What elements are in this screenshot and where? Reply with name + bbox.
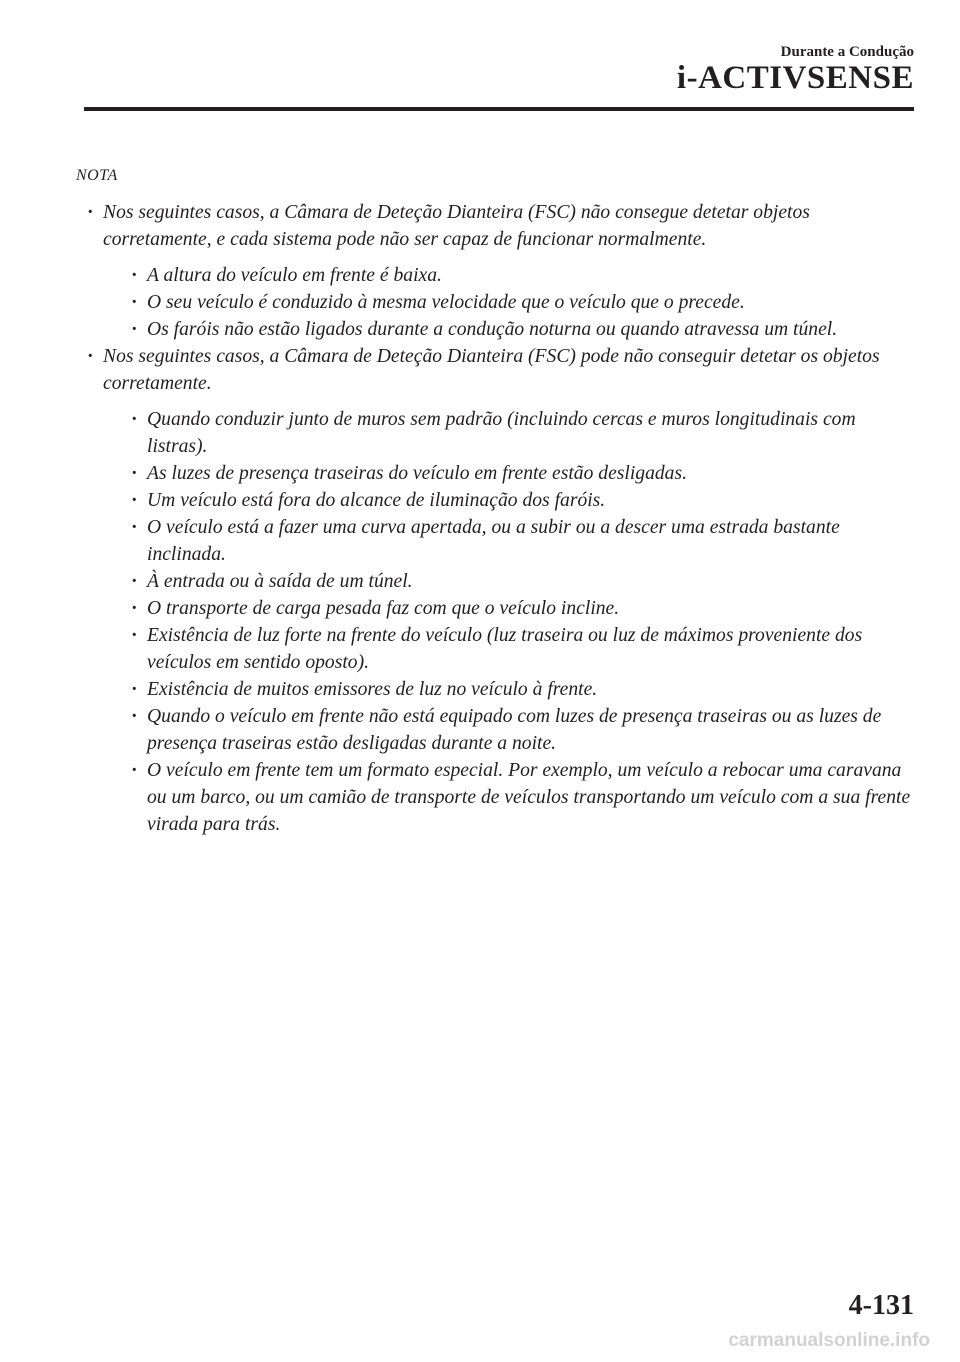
note-list [76,199,918,838]
note-item-text: Nos seguintes casos, a Câmara de Deteção Dianteira (FSC) pode não conseguir detetar os objetos corretamente. [103,346,880,394]
note-subitem: · À entrada ou à saída de um túnel. [103,568,918,595]
note-sublist [103,406,918,838]
note-sublist [103,262,918,343]
note-subitem: · Um veículo está fora do alcance de iluminação dos faróis. [103,487,918,514]
note-subitem: · Existência de luz forte na frente do veículo (luz traseira ou luz de máximos proveniente dos veículos em sentido oposto). [103,622,918,676]
page-number: 4-131 [848,1290,914,1321]
note-subitem: · Quando o veículo em frente não está equipado com luzes de presença traseiras ou as luzes de presença traseiras estão desligadas durante a noite. [103,703,918,757]
header-divider [84,107,914,111]
chapter-title: i-ACTIVSENSE [676,60,914,96]
note-item-text: Nos seguintes casos, a Câmara de Deteção Dianteira (FSC) não consegue detetar objetos corretamente, e cada sistema pode não ser capaz de funcionar normalmente. [103,202,810,250]
note-subitem: · O veículo está a fazer uma curva apertada, ou a subir ou a descer uma estrada bastante inclinada. [103,514,918,568]
note-subitem: · A altura do veículo em frente é baixa. [103,262,918,289]
note-subitem: · O transporte de carga pesada faz com que o veículo incline. [103,595,918,622]
note-title: NOTA [76,167,118,184]
note-subitem: · Existência de muitos emissores de luz no veículo à frente. [103,676,918,703]
note-item [76,343,918,838]
watermark-text: carmanualsonline.info [728,1330,930,1351]
note-item [76,199,918,343]
note-subitem: · Quando conduzir junto de muros sem padrão (incluindo cercas e muros longitudinais com listras). [103,406,918,460]
section-name: Durante a Condução [780,44,914,60]
note-block [76,162,918,838]
note-subitem: · Os faróis não estão ligados durante a condução noturna ou quando atravessa um túnel. [103,316,918,343]
note-subitem: · As luzes de presença traseiras do veículo em frente estão desligadas. [103,460,918,487]
note-subitem: · O veículo em frente tem um formato especial. Por exemplo, um veículo a rebocar uma caravana ou um barco, ou um camião de transporte de veículos transportando um veículo com a sua frente virada para trás. [103,757,918,838]
note-subitem: · O seu veículo é conduzido à mesma velocidade que o veículo que o precede. [103,289,918,316]
